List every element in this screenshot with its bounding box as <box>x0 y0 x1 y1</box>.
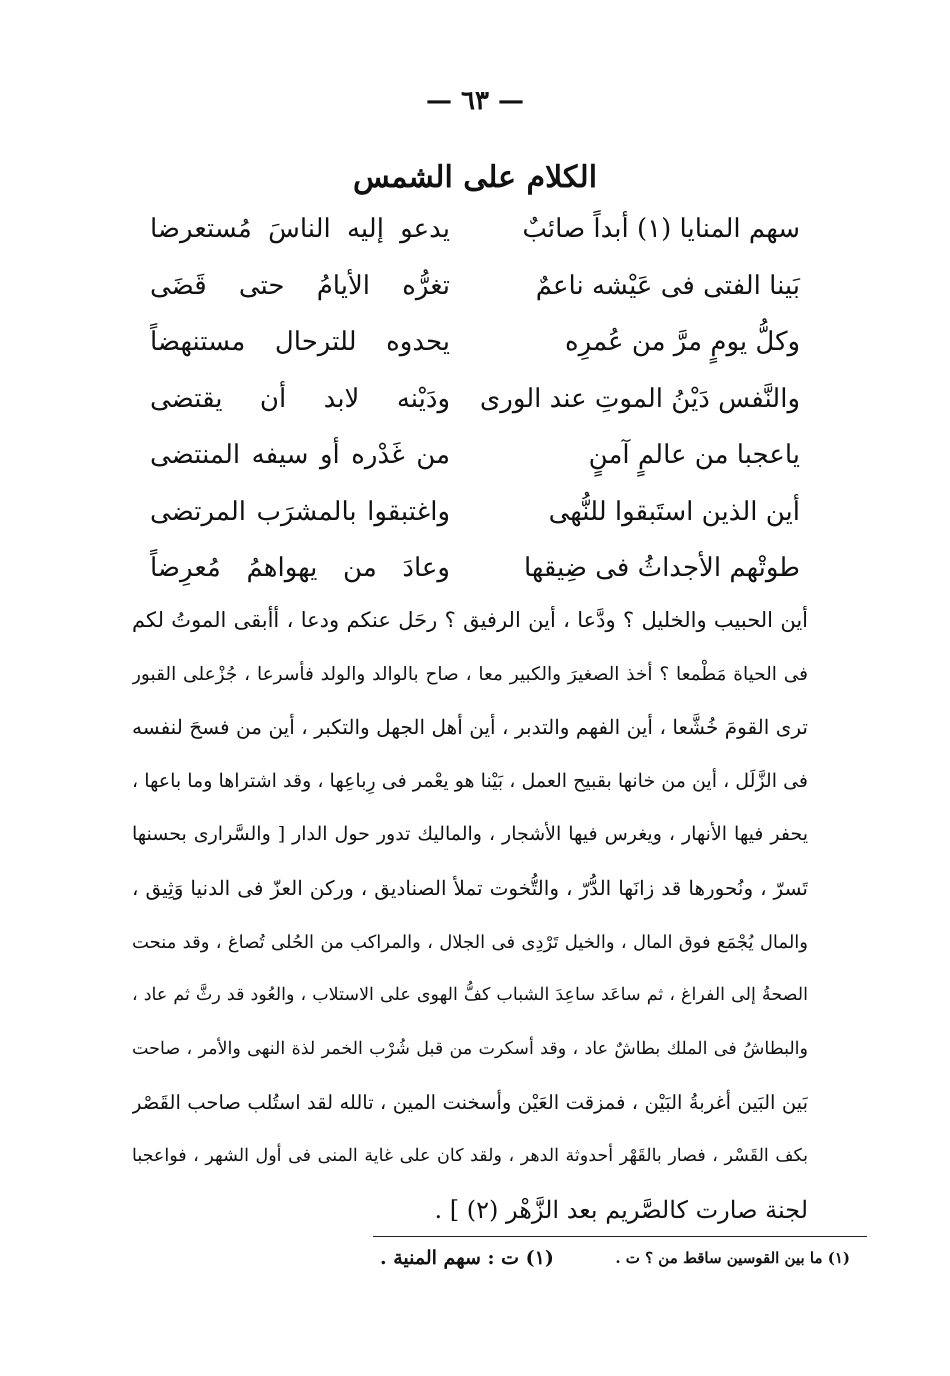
poem-verse <box>150 440 800 497</box>
poem-verse <box>150 497 800 554</box>
verse-first-hemistich: أين الذين استَبقوا للنُّهى <box>548 496 800 527</box>
verse-first-hemistich: سهم المنايا (١) أبداً صائبٌ <box>522 214 800 244</box>
verse-second-hemistich: من غَدْره أو سيفه المنتضى <box>150 440 450 470</box>
verse-second-hemistich: واغتبقوا بالمشرَب المرتضى <box>150 496 450 527</box>
footnote: (١) ما بين القوسين ساقط من ؟ ت . <box>615 1249 850 1267</box>
prose-line: تَسرّ ، ونُحورها قد زانَها الدُّرّ ، والتُّخوت تملأ الصناديق ، وركن العزّ فى الدنيا وَثِيق ، <box>132 875 808 900</box>
verse-first-hemistich: بَينا الفتى فى عَيْشه ناعمٌ <box>535 270 800 301</box>
verse-first-hemistich: ياعجبا من عالمٍ آمنٍ <box>588 440 800 470</box>
prose-body <box>132 594 808 1237</box>
section-title: الكلام على الشمس <box>352 160 598 195</box>
verse-second-hemistich: يدعو إليه الناسَ مُستعرضا <box>150 214 450 244</box>
prose-line: فى الزَّلَل ، أين من خانها بقبيح العمل ، بَيْنا هو يعْمر فى رِباعِها ، وقد اشتراها وما باعها ، <box>132 769 808 792</box>
page-number: — ٦٣ — <box>425 86 525 116</box>
poem-verse <box>150 384 800 441</box>
prose-line: والبطاشُ فى الملك بطاشٌ عاد ، وقد أسكرت من قبل شُرْب الخمر لذة النهى والأمر ، صاحت <box>132 1038 808 1059</box>
verse-second-hemistich: وعادَ من يهواهمُ مُعرِضاً <box>150 553 450 583</box>
prose-line: بكف القَسْر ، فصار بالقَهْر أحدوثة الدهر ، ولقد كان على غاية المنى فى أول الشهر ، فواعجبا <box>132 1145 808 1166</box>
verse-second-hemistich: يحدوه للترحال مستنهضاً <box>150 327 450 357</box>
verse-first-hemistich: طوتْهم الأجداثُ فى ضِيقها <box>524 553 800 583</box>
prose-line: والمال يُجْمَع فوق المال ، والخيل تَرْدِى فى الجلال ، والمراكب من الحُلى تُصاغ ، وقد منحت <box>132 931 808 953</box>
verse-first-hemistich: والنَّفس دَيْنُ الموتِ عند الورى <box>479 383 800 414</box>
verse-second-hemistich: تغرُّه الأيامُ حتى قَضَى <box>150 270 450 301</box>
prose-line: بَين البَين أغربةُ البَيْن ، فمزقت العَيْن وأسخنت المين ، تالله لقد استُلب صاحب القَصْر <box>132 1091 808 1115</box>
footnote: (١) ت : سهم المنية . <box>380 1247 554 1269</box>
footnote-divider <box>373 1236 867 1237</box>
verse-first-hemistich: وكلُّ يومٍ مرَّ من عُمرِه <box>565 327 800 357</box>
poem-verse <box>150 271 800 328</box>
prose-line: لجنة صارت كالصَّريم بعد الزَّهْر (٢) ] . <box>434 1195 808 1224</box>
prose-line: الصحةُ إلى الفراغ ، ثم ساعَد ساعِدَ الشباب كفُّ الهوى على الاستلاب ، والعُود قد رثَّ ثم عاد ، <box>132 985 808 1006</box>
prose-line: ترى القومَ خُشَّعا ، أين الفهم والتدبر ، أين أهل الجهل والتكبر ، أين من فسحَ لنفسه <box>132 715 808 740</box>
poem-verse <box>150 327 800 384</box>
footnotes <box>380 1240 850 1276</box>
prose-line: أين الحبيب والخليل ؟ ودَّعا ، أين الرفيق ؟ رحَل عنكم ودعا ، أأبقى الموتُ لكم <box>132 608 808 632</box>
prose-line: فى الحياة مَطْمعا ؟ أخذ الصغيرَ والكبير معا ، صاح بالوالد والولد فأسرعا ، جُزْعلى القبور <box>132 663 808 685</box>
verse-second-hemistich: ودَيْنه لابد أن يقتضى <box>150 383 450 414</box>
prose-line: يحفر فيها الأنهار ، ويغرس فيها الأشجار ، والماليك تدور حول الدار [ والسَّرارى بحسنها <box>132 823 808 846</box>
poem <box>150 214 800 610</box>
poem-verse <box>150 214 800 271</box>
